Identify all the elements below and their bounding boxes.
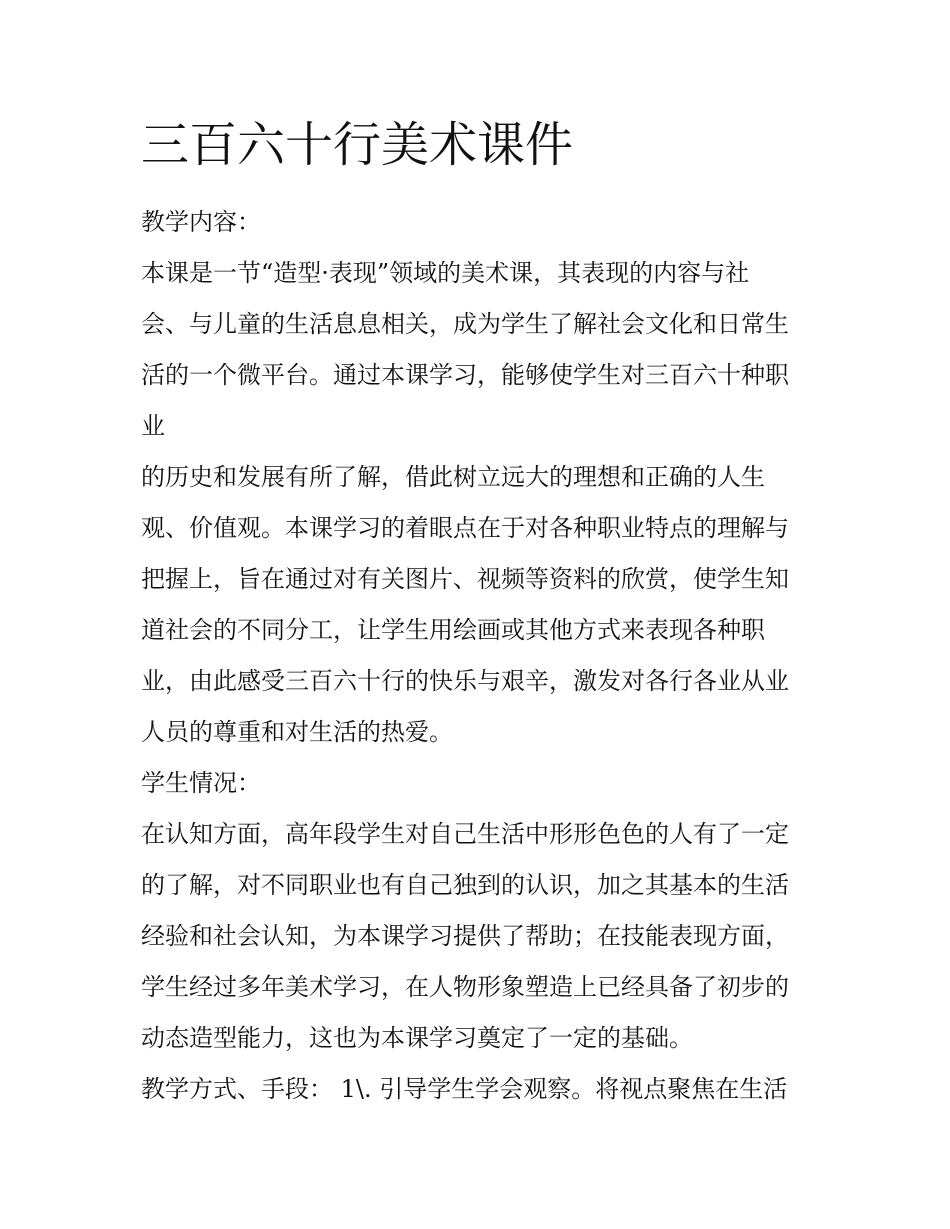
document-title: 三百六十行美术课件 [141, 117, 574, 173]
section-heading-teaching-methods: 教学方式、手段： 1\. 引导学生学会观察。将视点聚焦在生活 [141, 1075, 788, 1103]
paragraph-line: 在认知方面，高年段学生对自己生活中形形色色的人有了一定 [141, 820, 789, 848]
paragraph-line: 的了解，对不同职业也有自己独到的认识，加之其基本的生活 [141, 871, 789, 899]
section-heading-student-situation: 学生情况： [141, 769, 261, 797]
paragraph-line: 观、价值观。本课学习的着眼点在于对各种职业特点的理解与 [141, 514, 789, 542]
paragraph-line: 道社会的不同分工，让学生用绘画或其他方式来表现各种职 [141, 616, 765, 644]
paragraph-line: 的历史和发展有所了解，借此树立远大的理想和正确的人生 [141, 463, 765, 491]
paragraph-line: 业，由此感受三百六十行的快乐与艰辛，激发对各行各业从业 [141, 667, 789, 695]
paragraph-line: 学生经过多年美术学习，在人物形象塑造上已经具备了初步的 [141, 973, 789, 1001]
paragraph-line: 把握上，旨在通过对有关图片、视频等资料的欣赏，使学生知 [141, 565, 789, 593]
paragraph-line: 动态造型能力，这也为本课学习奠定了一定的基础。 [141, 1024, 693, 1052]
paragraph-line: 经验和社会认知，为本课学习提供了帮助；在技能表现方面， [141, 922, 789, 950]
paragraph-line: 业 [141, 412, 165, 440]
paragraph-line: 会、与儿童的生活息息相关，成为学生了解社会文化和日常生 [141, 310, 789, 338]
section-heading-teaching-content: 教学内容： [141, 208, 261, 236]
paragraph-line: 人员的尊重和对生活的热爱。 [141, 718, 453, 746]
paragraph-line: 本课是一节“造型·表现”领域的美术课，其表现的内容与社 [141, 259, 750, 287]
paragraph-line: 活的一个微平台。通过本课学习，能够使学生对三百六十种职 [141, 361, 789, 389]
